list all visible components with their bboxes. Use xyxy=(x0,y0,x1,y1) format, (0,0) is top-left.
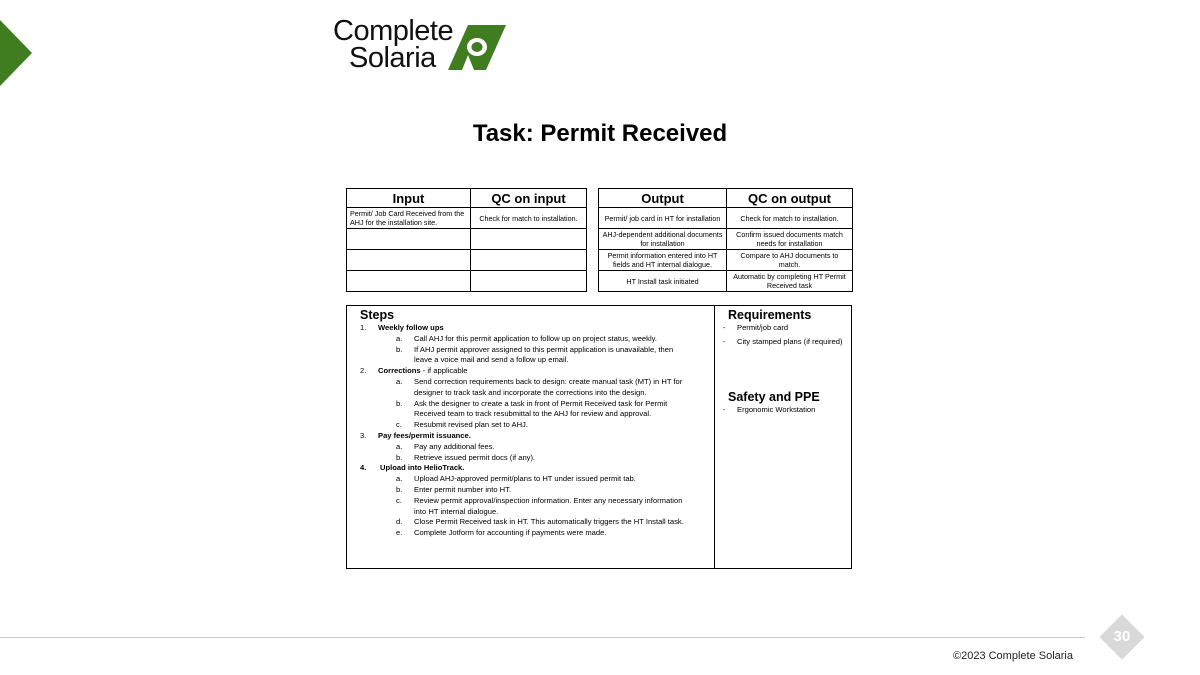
substep-text: Retrieve issued permit docs (if any). xyxy=(414,452,536,462)
steps-heading: Steps xyxy=(360,308,395,322)
bullet-item: - City stamped plans (if required) xyxy=(723,337,843,346)
safety-heading: Safety and PPE xyxy=(728,390,820,404)
substep-letter: a. xyxy=(396,333,403,343)
substep-text: Resubmit revised plan set to AHJ. xyxy=(414,420,528,430)
substep-letter: b. xyxy=(396,452,403,462)
table-header: QC on input xyxy=(471,189,587,208)
substep-letter: d. xyxy=(396,517,403,527)
substep-text: into HT internal dialogue. xyxy=(414,506,499,516)
page-number-badge xyxy=(1101,616,1143,658)
substep-letter: e. xyxy=(396,528,403,538)
table-cell: Check for match to installation. xyxy=(471,208,587,229)
table-header: Input xyxy=(347,189,471,208)
requirements-heading: Requirements xyxy=(728,308,812,322)
logo-text-line1: Complete xyxy=(333,15,454,47)
table-cell xyxy=(347,250,471,271)
substep-letter: a. xyxy=(396,474,403,484)
table-cell: Permit/ Job Card Received from the AHJ for the installation site. xyxy=(347,208,471,229)
steps-requirements-box xyxy=(346,305,852,569)
footer-divider xyxy=(0,637,1085,638)
substep-text: Send correction requirements back to design: create manual task (MT) in HT for xyxy=(414,377,683,386)
step-number: 4. xyxy=(360,463,367,473)
logo-mark-icon xyxy=(448,25,506,70)
substep-text: Upload AHJ-approved permit/plans to HT under issued permit tab. xyxy=(414,474,636,484)
substep-text: Enter permit number into HT. xyxy=(414,485,512,494)
substep-text: If AHJ permit approver assigned to this permit application is unavailable, then xyxy=(414,344,674,354)
table-cell: Permit information entered into HT fields and HT internal dialogue. xyxy=(599,250,727,271)
substep-letter: a. xyxy=(396,377,403,386)
substep-letter: c. xyxy=(396,495,402,505)
substep-text: Close Permit Received task in HT. This automatically triggers the HT Install task. xyxy=(414,517,684,527)
step-number: 3. xyxy=(360,431,367,440)
table-cell xyxy=(471,250,587,271)
step-number: 1. xyxy=(360,323,367,332)
substep-letter: b. xyxy=(396,485,403,494)
table-cell: HT Install task initiated xyxy=(599,271,727,292)
step-title: Pay fees/permit issuance. xyxy=(378,431,471,440)
substep-letter: b. xyxy=(396,398,403,408)
step-title: Corrections - if applicable xyxy=(378,366,468,376)
step-title: Weekly follow ups xyxy=(378,323,444,332)
table-cell: Check for match to installation. xyxy=(727,208,853,229)
bullet-item: - Ergonomic Workstation xyxy=(723,405,816,414)
output-qc-table xyxy=(598,188,853,292)
substep-text: Call AHJ for this permit application to follow up on project status, weekly. xyxy=(414,333,657,343)
substep-text: Ask the designer to create a task in front of Permit Received task for Permit xyxy=(414,398,668,408)
substep-text: Pay any additional fees. xyxy=(414,441,495,451)
copyright-text: ©2023 Complete Solaria xyxy=(952,650,1073,662)
table-cell: AHJ-dependent additional documents for installation xyxy=(599,229,727,250)
table-cell: Permit/ job card in HT for installation xyxy=(599,208,727,229)
table-cell xyxy=(347,229,471,250)
substep-text: Review permit approval/inspection information. Enter any necessary information xyxy=(414,495,683,505)
substep-text: Received team to track resubmittal to the AHJ for review and approval. xyxy=(414,409,652,419)
substep-text: designer to track task and incorporate the corrections into the design. xyxy=(414,387,647,397)
page-number: 30 xyxy=(1113,628,1131,645)
step-title: Upload into HelioTrack. xyxy=(380,463,465,473)
table-cell xyxy=(347,271,471,292)
table-header: QC on output xyxy=(727,189,853,208)
company-logo xyxy=(333,15,513,75)
requirements-section xyxy=(715,306,851,568)
substep-letter: b. xyxy=(396,344,403,354)
bullet-item: - Permit/job card xyxy=(723,323,789,332)
step-number: 2. xyxy=(360,366,367,376)
substep-letter: a. xyxy=(396,441,403,451)
table-cell xyxy=(471,271,587,292)
substep-text: leave a voice mail and send a follow up email. xyxy=(414,355,569,365)
table-cell: Automatic by completing HT Permit Received task xyxy=(727,271,853,292)
substep-letter: c. xyxy=(396,420,402,430)
substep-text: Complete Jotform for accounting if payments were made. xyxy=(414,528,607,538)
page-title: Task: Permit Received xyxy=(472,120,728,147)
corner-arrow-decoration xyxy=(0,20,32,86)
table-cell xyxy=(471,229,587,250)
input-qc-table xyxy=(346,188,587,292)
table-cell: Confirm issued documents match needs for installation xyxy=(727,229,853,250)
logo-text-line2: Solaria xyxy=(349,42,436,74)
steps-section xyxy=(347,306,715,568)
table-header: Output xyxy=(599,189,727,208)
table-cell: Compare to AHJ documents to match. xyxy=(727,250,853,271)
